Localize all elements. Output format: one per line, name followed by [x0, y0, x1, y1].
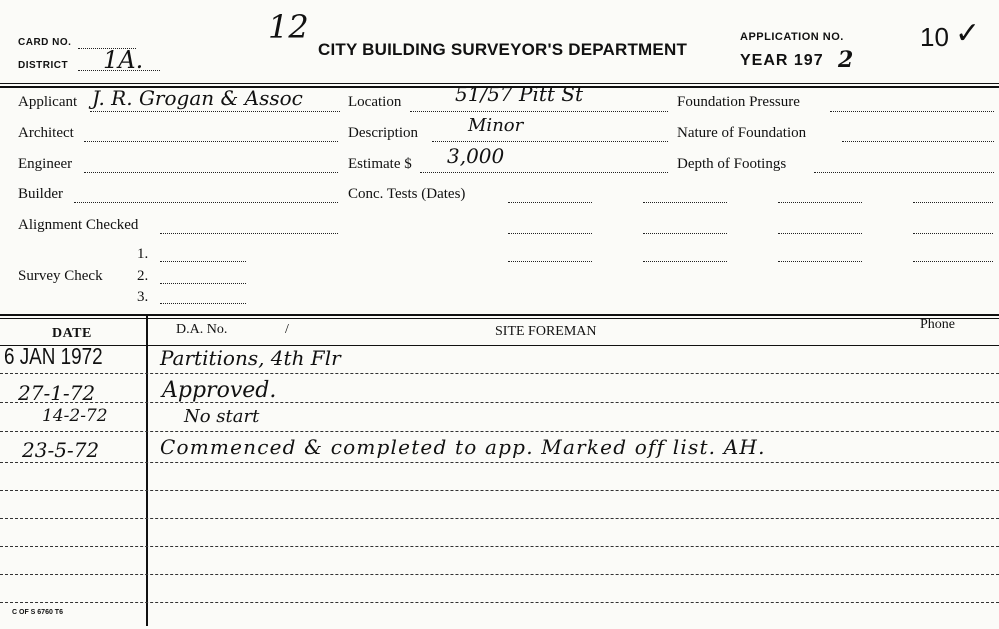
location-value: 51/57 Pitt St: [455, 82, 584, 106]
foundation-pressure-label: Foundation Pressure: [677, 94, 800, 110]
table-row-line: [0, 373, 999, 374]
conc-test-line: [643, 233, 727, 234]
applicant-value: J. R. Grogan & Assoc: [92, 86, 303, 110]
card-hand-number: 12: [268, 8, 309, 46]
check-mark: ✓: [955, 17, 981, 50]
survey-line-1: [160, 261, 246, 262]
survey-num-2: 2.: [137, 268, 149, 284]
description-label: Description: [348, 125, 418, 141]
table-row-line: [0, 518, 999, 519]
engineer-label: Engineer: [18, 156, 73, 172]
row-text: Commenced & completed to app. Marked off list. AH.: [160, 435, 766, 459]
table-row-line: [0, 490, 999, 491]
conc-test-line: [778, 202, 862, 203]
table-rule-top: [0, 314, 999, 316]
row-text: No start: [184, 406, 260, 427]
survey-num-1: 1.: [137, 246, 149, 262]
description-value: Minor: [468, 115, 524, 136]
department-title: CITY BUILDING SURVEYOR'S DEPARTMENT: [318, 40, 688, 59]
conc-test-line: [643, 202, 727, 203]
table-header-rule: [0, 345, 999, 346]
foundation-pressure-line: [830, 111, 994, 112]
table-row-line: [0, 431, 999, 432]
table-row-line: [0, 546, 999, 547]
application-no-value: 10: [920, 22, 949, 52]
row-text: Approved.: [162, 378, 277, 403]
estimate-line: [420, 172, 668, 173]
date-header: DATE: [52, 326, 92, 341]
conc-test-line: [778, 233, 862, 234]
survey-num-3: 3.: [137, 289, 149, 305]
builder-label: Builder: [18, 186, 63, 202]
row-date-stamp: 6 JAN 1972: [4, 343, 103, 369]
row-date: 14-2-72: [42, 406, 108, 426]
survey-check-label: Survey Check: [18, 268, 103, 284]
card-no-label: CARD NO.: [18, 37, 72, 48]
site-foreman-header: SITE FOREMAN: [495, 324, 597, 339]
depth-of-footings-label: Depth of Footings: [677, 156, 787, 172]
conc-test-line: [508, 202, 592, 203]
location-label: Location: [348, 94, 402, 110]
estimate-label: Estimate $: [348, 156, 412, 172]
conc-test-line: [778, 261, 862, 262]
date-column-divider: [146, 316, 148, 626]
alignment-label: Alignment Checked: [18, 217, 139, 233]
nature-of-foundation-line: [842, 141, 994, 142]
survey-line-2: [160, 283, 246, 284]
estimate-value: 3,000: [447, 144, 505, 168]
conc-test-line: [913, 261, 993, 262]
engineer-line: [84, 172, 338, 173]
table-rule-top-2: [0, 318, 999, 319]
da-slash: /: [285, 322, 289, 337]
district-value: 1A.: [103, 46, 144, 74]
conc-test-line: [643, 261, 727, 262]
description-line: [432, 141, 668, 142]
form-code: C OF S 6760 T6: [12, 609, 63, 616]
table-row-line: [0, 602, 999, 603]
application-no-label: APPLICATION NO.: [740, 31, 844, 43]
conc-tests-label: Conc. Tests (Dates): [348, 186, 466, 202]
alignment-line: [160, 233, 338, 234]
phone-header: Phone: [920, 317, 955, 332]
year-label: YEAR 197: [740, 52, 824, 69]
nature-of-foundation-label: Nature of Foundation: [677, 125, 807, 141]
applicant-line: [90, 111, 340, 112]
applicant-label: Applicant: [18, 94, 78, 110]
district-label: DISTRICT: [18, 60, 69, 71]
survey-line-3: [160, 303, 246, 304]
conc-test-line: [913, 202, 993, 203]
conc-test-line: [913, 233, 993, 234]
table-row-line: [0, 402, 999, 403]
da-no-header: D.A. No.: [176, 322, 228, 337]
location-line: [410, 111, 668, 112]
builder-line: [74, 202, 338, 203]
depth-of-footings-line: [814, 172, 994, 173]
conc-test-line: [508, 261, 592, 262]
table-row-line: [0, 462, 999, 463]
row-date: 23-5-72: [22, 438, 100, 462]
year-value: 2: [838, 47, 854, 73]
architect-label: Architect: [18, 125, 74, 141]
architect-line: [84, 141, 338, 142]
conc-test-line: [508, 233, 592, 234]
table-row-line: [0, 574, 999, 575]
row-date: 27-1-72: [18, 381, 96, 405]
row-text: Partitions, 4th Flr: [160, 346, 341, 370]
